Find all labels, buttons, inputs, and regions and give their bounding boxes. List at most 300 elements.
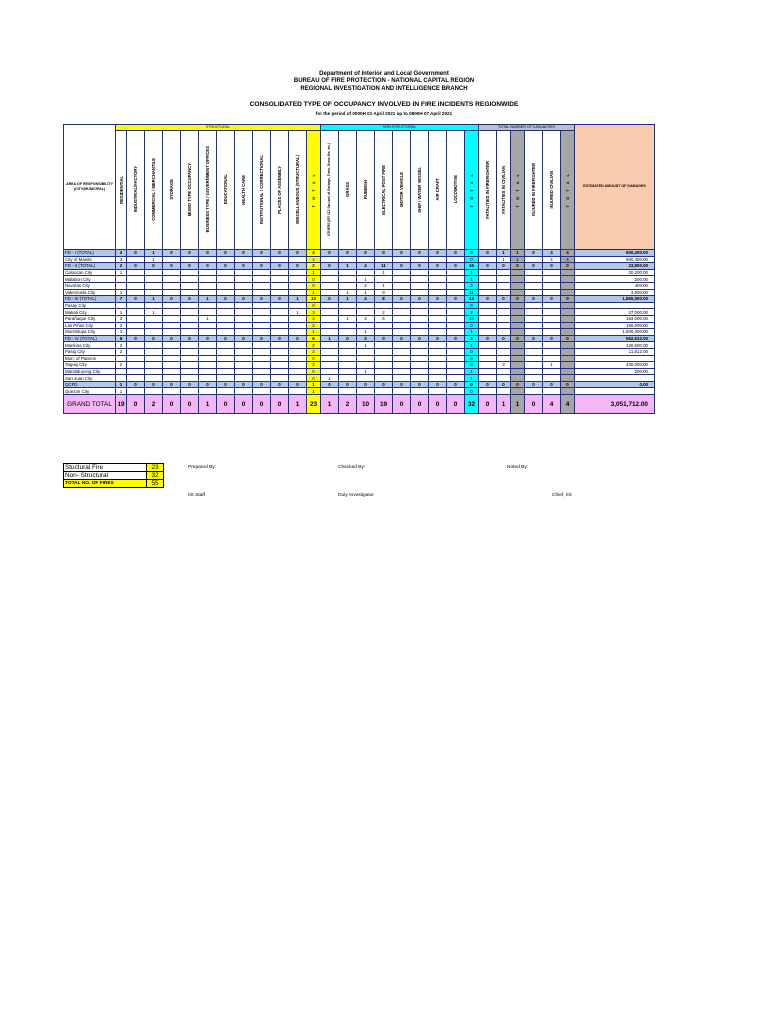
count-cell: 2 xyxy=(307,263,321,270)
count-cell: 10 xyxy=(465,315,479,322)
count-cell: 0 xyxy=(393,395,411,414)
count-cell xyxy=(235,256,253,263)
count-cell xyxy=(497,269,511,276)
city-row xyxy=(64,355,655,362)
count-cell xyxy=(375,362,393,369)
count-cell xyxy=(235,348,253,355)
count-cell xyxy=(217,282,235,289)
count-cell xyxy=(543,329,561,336)
city-row xyxy=(64,289,655,296)
count-cell: 0 xyxy=(127,296,145,303)
count-cell xyxy=(429,342,447,349)
count-cell xyxy=(561,282,575,289)
count-cell xyxy=(253,289,271,296)
column-header-label: EDUCATIONAL xyxy=(223,174,228,205)
column-header xyxy=(411,131,429,250)
count-cell xyxy=(127,289,145,296)
city-row xyxy=(64,282,655,289)
count-cell xyxy=(479,362,497,369)
area-name: Malabon City xyxy=(64,276,116,283)
count-cell: 1 xyxy=(307,289,321,296)
count-cell xyxy=(127,276,145,283)
area-name: City of Manila xyxy=(64,256,116,263)
count-cell: 0 xyxy=(357,381,375,388)
count-cell xyxy=(289,269,307,276)
count-cell xyxy=(253,348,271,355)
count-cell: 0 xyxy=(447,335,465,342)
count-cell: 3 xyxy=(116,250,127,257)
count-cell xyxy=(447,256,465,263)
count-cell xyxy=(511,388,525,395)
count-cell: 1 xyxy=(375,282,393,289)
count-cell: 1 xyxy=(116,388,127,395)
count-cell xyxy=(271,355,289,362)
count-cell: 0 xyxy=(429,381,447,388)
area-name: Quezon City xyxy=(64,388,116,395)
count-cell xyxy=(561,362,575,369)
count-cell: 0 xyxy=(357,250,375,257)
city-row xyxy=(64,309,655,316)
area-name: Muntinlupa City xyxy=(64,329,116,336)
count-cell xyxy=(163,289,181,296)
count-cell xyxy=(393,256,411,263)
count-cell xyxy=(543,315,561,322)
count-cell xyxy=(497,302,511,309)
count-cell: 4 xyxy=(357,263,375,270)
count-cell xyxy=(321,388,339,395)
checked-by-name: Duty Investigator xyxy=(338,493,374,498)
count-cell xyxy=(375,342,393,349)
count-cell xyxy=(145,362,163,369)
count-cell: 3 xyxy=(116,256,127,263)
count-cell xyxy=(339,276,357,283)
count-cell xyxy=(217,375,235,382)
count-cell xyxy=(217,269,235,276)
count-cell: 2 xyxy=(116,362,127,369)
count-cell: 0 xyxy=(393,296,411,303)
count-cell: 0 xyxy=(181,250,199,257)
count-cell: 1 xyxy=(289,296,307,303)
column-header xyxy=(525,131,543,250)
count-cell xyxy=(511,309,525,316)
count-cell xyxy=(525,256,543,263)
count-cell xyxy=(525,368,543,375)
count-cell xyxy=(253,355,271,362)
count-cell xyxy=(217,309,235,316)
count-cell xyxy=(393,269,411,276)
count-cell xyxy=(429,388,447,395)
count-cell xyxy=(525,302,543,309)
count-cell xyxy=(561,309,575,316)
count-cell: 0 xyxy=(235,250,253,257)
count-cell xyxy=(511,342,525,349)
count-cell: 1 xyxy=(357,289,375,296)
count-cell: 3 xyxy=(465,335,479,342)
damage-amount: 183,000.00 xyxy=(575,315,655,322)
column-header xyxy=(339,131,357,250)
count-cell xyxy=(145,375,163,382)
count-cell: 2 xyxy=(339,395,357,414)
damage-amount: 11,812.00 xyxy=(575,348,655,355)
count-cell xyxy=(289,282,307,289)
column-header-label: RUBBISH xyxy=(363,179,368,200)
count-cell xyxy=(479,388,497,395)
count-cell xyxy=(163,348,181,355)
count-cell xyxy=(375,375,393,382)
count-cell: 0 xyxy=(375,335,393,342)
count-cell xyxy=(429,329,447,336)
count-cell xyxy=(127,362,145,369)
count-cell xyxy=(199,362,217,369)
count-cell xyxy=(497,348,511,355)
estimated-damage-header: ESTIMATED AMOUNT OF DAMAGES xyxy=(575,125,655,250)
count-cell: 0 xyxy=(525,381,543,388)
count-cell xyxy=(217,348,235,355)
count-cell xyxy=(271,375,289,382)
count-cell xyxy=(543,309,561,316)
count-cell xyxy=(393,282,411,289)
city-row xyxy=(64,362,655,369)
count-cell xyxy=(145,368,163,375)
count-cell: 0 xyxy=(479,335,497,342)
count-cell xyxy=(217,289,235,296)
column-header-label: COMMERCIAL / MERCHANTILE xyxy=(151,158,156,221)
count-cell xyxy=(199,348,217,355)
count-cell xyxy=(561,276,575,283)
area-name: San Juan City xyxy=(64,375,116,382)
count-cell xyxy=(163,375,181,382)
count-cell: 0 xyxy=(447,263,465,270)
damage-amount: 120,500.00 xyxy=(575,342,655,349)
count-cell: 2 xyxy=(307,362,321,369)
count-cell: 11 xyxy=(465,289,479,296)
area-name: Pasay City xyxy=(64,302,116,309)
count-cell: 1 xyxy=(199,395,217,414)
summary-label: TOTAL NO. OF FIRES xyxy=(64,480,147,488)
count-cell xyxy=(163,269,181,276)
count-cell xyxy=(429,368,447,375)
column-header-label: FATALITIES IN CIVILIAN xyxy=(501,165,506,214)
count-cell: 1 xyxy=(307,381,321,388)
count-cell xyxy=(543,276,561,283)
count-cell: 0 xyxy=(307,355,321,362)
count-cell: 6 xyxy=(307,335,321,342)
column-header xyxy=(181,131,199,250)
count-cell xyxy=(497,289,511,296)
count-cell xyxy=(321,348,339,355)
count-cell xyxy=(116,355,127,362)
count-cell: 0 xyxy=(235,381,253,388)
count-cell xyxy=(163,329,181,336)
district-total-row xyxy=(64,250,655,257)
count-cell xyxy=(479,375,497,382)
bureau-name: BUREAU OF FIRE PROTECTION - NATIONAL CAPITAL REGION xyxy=(293,78,475,84)
damage-amount: 600,400.00 xyxy=(575,250,655,257)
count-cell xyxy=(411,362,429,369)
count-cell: 0 xyxy=(561,263,575,270)
count-cell: 1 xyxy=(465,375,479,382)
count-cell xyxy=(339,388,357,395)
count-cell xyxy=(411,302,429,309)
count-cell xyxy=(163,342,181,349)
count-cell: 0 xyxy=(181,296,199,303)
count-cell xyxy=(235,315,253,322)
count-cell xyxy=(116,302,127,309)
count-cell xyxy=(393,348,411,355)
city-row xyxy=(64,322,655,329)
damage-amount: 1,865,000.00 xyxy=(575,296,655,303)
count-cell xyxy=(357,322,375,329)
count-cell: 0 xyxy=(375,381,393,388)
column-label-row xyxy=(64,131,655,250)
count-cell xyxy=(321,355,339,362)
count-cell: 0 xyxy=(163,381,181,388)
count-cell: 1 xyxy=(289,395,307,414)
count-cell xyxy=(235,269,253,276)
count-cell: 0 xyxy=(465,355,479,362)
count-cell xyxy=(479,256,497,263)
count-cell: 4 xyxy=(307,250,321,257)
count-cell: 1 xyxy=(307,269,321,276)
damage-amount: 23,800.00 xyxy=(575,263,655,270)
count-cell xyxy=(127,348,145,355)
count-cell xyxy=(339,302,357,309)
count-cell xyxy=(217,342,235,349)
count-cell xyxy=(511,289,525,296)
damage-amount: 200.00 xyxy=(575,276,655,283)
damage-amount: 600,400.00 xyxy=(575,256,655,263)
count-cell: 1 xyxy=(357,329,375,336)
count-cell xyxy=(217,355,235,362)
count-cell xyxy=(217,362,235,369)
count-cell xyxy=(447,322,465,329)
count-cell xyxy=(289,342,307,349)
column-header xyxy=(163,131,181,250)
count-cell xyxy=(289,256,307,263)
summary-structural-row xyxy=(64,464,164,472)
count-cell: 0 xyxy=(217,296,235,303)
district-total-row xyxy=(64,335,655,342)
count-cell: 0 xyxy=(465,256,479,263)
count-cell: 0 xyxy=(525,263,543,270)
count-cell: 1 xyxy=(497,250,511,257)
count-cell xyxy=(145,355,163,362)
count-cell xyxy=(561,302,575,309)
column-header-label: SHIP / WATER VESSEL xyxy=(417,166,422,213)
count-cell: 0 xyxy=(181,381,199,388)
count-cell: 0 xyxy=(411,335,429,342)
column-header xyxy=(321,131,339,250)
count-cell: 0 xyxy=(511,296,525,303)
count-cell xyxy=(217,322,235,329)
count-cell: 0 xyxy=(289,250,307,257)
count-cell: 0 xyxy=(145,381,163,388)
count-cell xyxy=(479,269,497,276)
count-cell: 11 xyxy=(375,263,393,270)
count-cell: 0 xyxy=(465,388,479,395)
count-cell: 0 xyxy=(339,335,357,342)
count-cell xyxy=(497,276,511,283)
count-cell: 0 xyxy=(289,335,307,342)
count-cell: 1 xyxy=(116,309,127,316)
count-cell: 1 xyxy=(497,256,511,263)
area-name: QCFD xyxy=(64,381,116,388)
count-cell xyxy=(497,375,511,382)
count-cell: 0 xyxy=(511,335,525,342)
count-cell: 0 xyxy=(429,250,447,257)
count-cell xyxy=(393,276,411,283)
count-cell xyxy=(253,322,271,329)
count-cell xyxy=(411,342,429,349)
count-cell xyxy=(543,302,561,309)
count-cell xyxy=(235,342,253,349)
count-cell xyxy=(429,309,447,316)
count-cell: 0 xyxy=(199,250,217,257)
count-cell: 10 xyxy=(307,296,321,303)
count-cell xyxy=(235,282,253,289)
count-cell xyxy=(127,282,145,289)
count-cell xyxy=(393,302,411,309)
count-cell xyxy=(271,362,289,369)
count-cell: 0 xyxy=(465,362,479,369)
count-cell xyxy=(116,282,127,289)
column-header-label: T O T A L xyxy=(515,171,520,208)
count-cell xyxy=(235,362,253,369)
column-header-label: T O T A L xyxy=(311,171,316,208)
count-cell: 0 xyxy=(465,302,479,309)
count-cell xyxy=(127,302,145,309)
area-name: FD - II (TOTAL) xyxy=(64,263,116,270)
count-cell xyxy=(511,276,525,283)
count-cell xyxy=(357,362,375,369)
count-cell xyxy=(289,289,307,296)
count-cell xyxy=(429,315,447,322)
prepared-by-name: IIS Staff xyxy=(188,493,205,498)
count-cell: 0 xyxy=(447,250,465,257)
count-cell xyxy=(321,322,339,329)
count-cell xyxy=(393,342,411,349)
count-cell: 32 xyxy=(465,395,479,414)
count-cell xyxy=(375,348,393,355)
column-header-label: LOCOMOTIVE xyxy=(453,175,458,204)
count-cell: 2 xyxy=(116,263,127,270)
count-cell xyxy=(447,348,465,355)
occupancy-table xyxy=(63,124,655,414)
count-cell: 0 xyxy=(561,335,575,342)
count-cell xyxy=(271,322,289,329)
count-cell: 1 xyxy=(321,395,339,414)
city-row xyxy=(64,348,655,355)
count-cell xyxy=(357,256,375,263)
count-cell: 0 xyxy=(375,250,393,257)
count-cell: 0 xyxy=(321,250,339,257)
count-cell: 1 xyxy=(145,296,163,303)
city-row xyxy=(64,368,655,375)
area-name: Valenzuela City xyxy=(64,289,116,296)
count-cell xyxy=(525,289,543,296)
count-cell: 1 xyxy=(511,250,525,257)
count-cell xyxy=(271,388,289,395)
count-cell: 0 xyxy=(411,250,429,257)
count-cell xyxy=(447,282,465,289)
count-cell xyxy=(253,256,271,263)
count-cell xyxy=(511,302,525,309)
count-cell xyxy=(429,269,447,276)
count-cell: 0 xyxy=(145,335,163,342)
count-cell xyxy=(235,375,253,382)
count-cell: 0 xyxy=(271,250,289,257)
count-cell xyxy=(479,348,497,355)
count-cell: 1 xyxy=(357,276,375,283)
count-cell xyxy=(253,302,271,309)
count-cell xyxy=(447,309,465,316)
count-cell xyxy=(271,256,289,263)
count-cell xyxy=(497,315,511,322)
column-header-label: HEALTH CARE xyxy=(241,174,246,205)
count-cell: 2 xyxy=(307,322,321,329)
count-cell: 0 xyxy=(181,395,199,414)
count-cell: 0 xyxy=(217,381,235,388)
count-cell: 0 xyxy=(181,263,199,270)
summary-nonstructural-row xyxy=(64,472,164,480)
count-cell xyxy=(511,282,525,289)
count-cell: 3 xyxy=(465,282,479,289)
count-cell xyxy=(145,342,163,349)
count-cell xyxy=(339,309,357,316)
count-cell xyxy=(199,276,217,283)
count-cell xyxy=(253,368,271,375)
count-cell xyxy=(393,289,411,296)
summary-label: Non- Structural xyxy=(64,472,147,480)
damage-amount: 562,512.00 xyxy=(575,335,655,342)
count-cell xyxy=(181,256,199,263)
count-cell xyxy=(145,315,163,322)
count-cell xyxy=(127,309,145,316)
count-cell: 1 xyxy=(145,309,163,316)
count-cell xyxy=(181,355,199,362)
area-name: FD - I (TOTAL) xyxy=(64,250,116,257)
count-cell xyxy=(199,355,217,362)
damage-amount xyxy=(575,375,655,382)
count-cell: 1 xyxy=(339,296,357,303)
count-cell: 0 xyxy=(127,250,145,257)
count-cell xyxy=(181,322,199,329)
count-cell xyxy=(429,256,447,263)
count-cell xyxy=(199,368,217,375)
noted-by-name: Chief, IIS xyxy=(552,493,572,498)
count-cell xyxy=(339,329,357,336)
count-cell: 0 xyxy=(289,263,307,270)
count-cell xyxy=(321,362,339,369)
column-header xyxy=(479,131,497,250)
area-header: AREA OF RESPONSIBILITY (CITY/MUNICIPAL) xyxy=(64,125,116,250)
count-cell xyxy=(289,315,307,322)
count-cell: 0 xyxy=(253,381,271,388)
count-cell xyxy=(411,282,429,289)
count-cell: 0 xyxy=(525,395,543,414)
count-cell xyxy=(411,375,429,382)
column-header-label: INDUSTRIAL/FACTORY xyxy=(133,166,138,213)
count-cell xyxy=(145,289,163,296)
count-cell xyxy=(199,342,217,349)
count-cell xyxy=(393,329,411,336)
count-cell: 1 xyxy=(199,296,217,303)
count-cell xyxy=(411,269,429,276)
count-cell xyxy=(497,342,511,349)
count-cell: 1 xyxy=(465,342,479,349)
count-cell: 0 xyxy=(497,381,511,388)
area-name: Marikina City xyxy=(64,342,116,349)
